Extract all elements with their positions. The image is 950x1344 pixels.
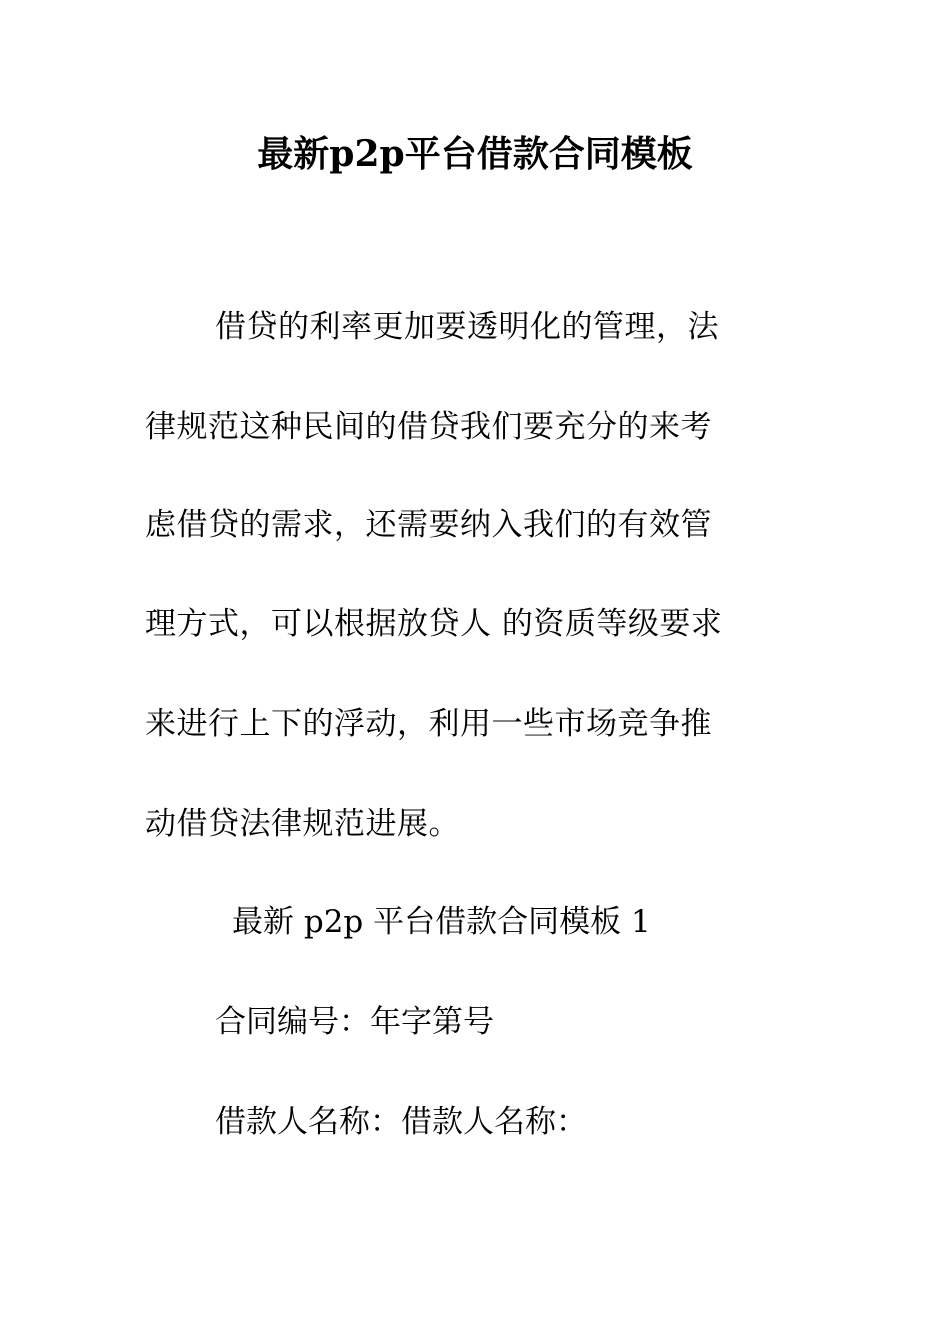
contract-number-line: 合同编号：年字第号 <box>215 1004 494 1040</box>
document-title: 最新p2p平台借款合同模板 <box>257 133 693 175</box>
intro-paragraph-line: 来进行上下的浮动，利用一些市场竞争推 <box>145 706 712 742</box>
intro-paragraph-line: 虑借贷的需求，还需要纳入我们的有效管 <box>145 507 712 543</box>
intro-paragraph-line: 动借贷法律规范进展。 <box>145 806 460 842</box>
contract-section-heading: 最新 p2p 平台借款合同模板 1 <box>232 904 651 940</box>
intro-paragraph-line: 律规范这种民间的借贷我们要充分的来考 <box>145 409 712 445</box>
intro-paragraph-line: 借贷的利率更加要透明化的管理，法 <box>215 309 719 345</box>
borrower-name-line: 借款人名称：借款人名称： <box>215 1104 587 1140</box>
intro-paragraph-line: 理方式，可以根据放贷人 的资质等级要求 <box>145 606 723 642</box>
